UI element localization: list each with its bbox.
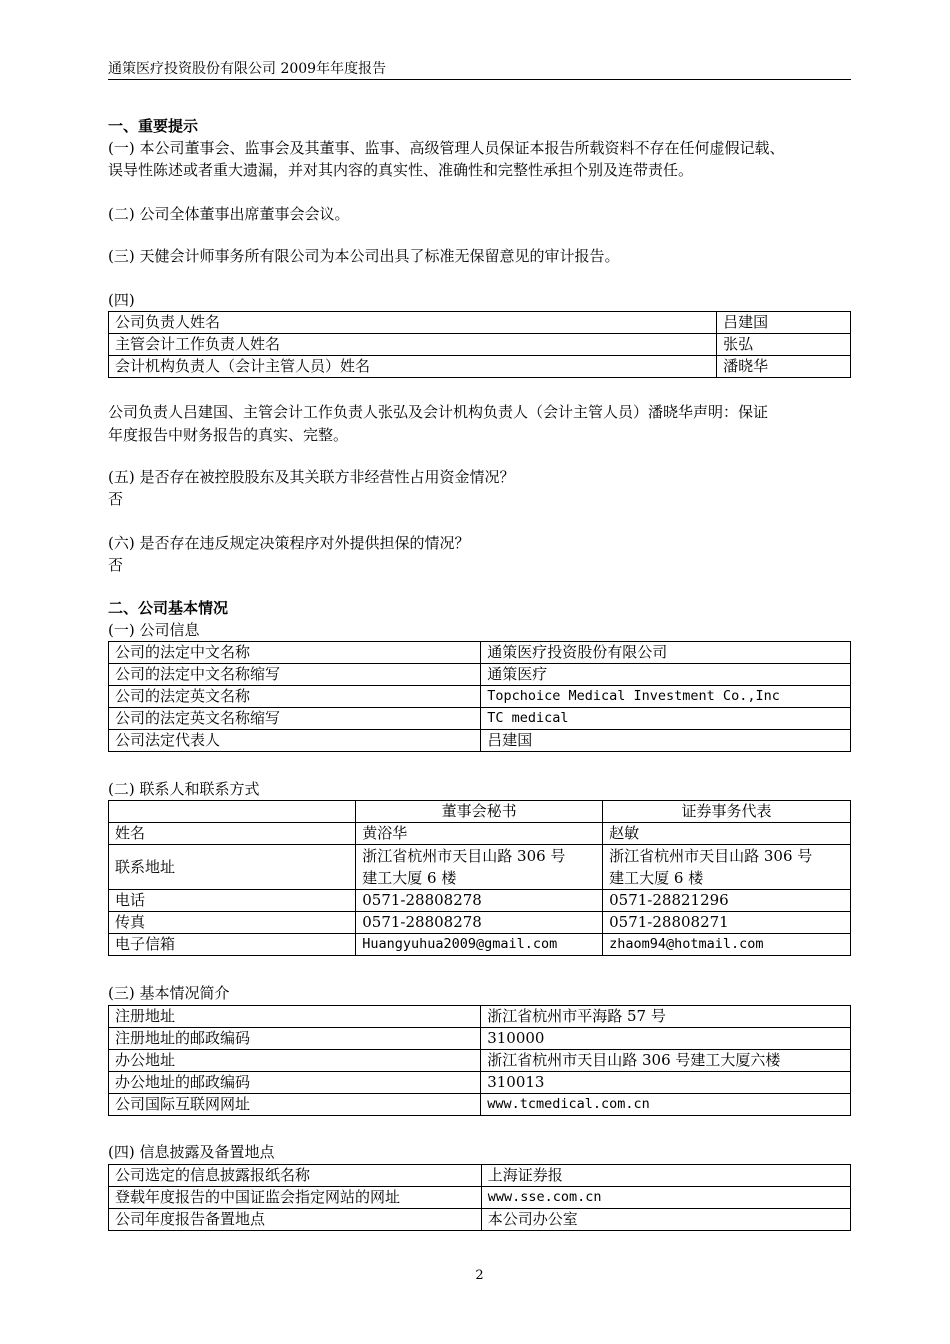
table-row	[109, 356, 851, 378]
table-row	[109, 890, 851, 912]
table-cell-value: Topchoice Medical Investment Co.,Inc	[481, 686, 851, 708]
table-row	[109, 642, 851, 664]
page-number: 2	[475, 1268, 484, 1283]
table-cell-label: 公司年度报告备置地点	[109, 1209, 482, 1231]
item1-line2: 误导性陈述或者重大遗漏，并对其内容的真实性、准确性和完整性承担个别及连带责任。	[108, 161, 694, 179]
item6-question: (六) 是否存在违反规定决策程序对外提供担保的情况？	[108, 534, 470, 552]
table-cell-value: 吕建国	[717, 312, 851, 334]
header-divider	[108, 79, 851, 80]
table-cell-label: 公司国际互联网网址	[109, 1094, 481, 1116]
company-info-table	[108, 641, 851, 752]
item2-text: (二) 公司全体董事出席董事会会议。	[108, 205, 350, 223]
table-cell-value: 0571-28821296	[603, 890, 851, 912]
table-cell-label: 电子信箱	[109, 934, 356, 956]
table-cell-value: 潘晓华	[717, 356, 851, 378]
disclosure-table	[108, 1164, 851, 1231]
table-cell-label: 公司选定的信息披露报纸名称	[109, 1165, 482, 1187]
table-row	[109, 1072, 851, 1094]
table-cell-label: 公司负责人姓名	[109, 312, 717, 334]
table-cell-value: 通策医疗	[481, 664, 851, 686]
statement-line2: 年度报告中财务报告的真实、完整。	[108, 426, 349, 444]
address-line: 建工大厦 6 楼	[609, 869, 704, 887]
table-cell-value: 0571-28808271	[603, 912, 851, 934]
item5-question: (五) 是否存在被控股股东及其关联方非经营性占用资金情况？	[108, 468, 515, 486]
table-cell-label: 会计机构负责人（会计主管人员）姓名	[109, 356, 717, 378]
contact-subheading: (二) 联系人和联系方式	[108, 780, 260, 798]
table-cell-empty	[109, 801, 356, 823]
page-header: 通策医疗投资股份有限公司 2009年年度报告	[108, 61, 387, 77]
basic-info-subheading: (三) 基本情况简介	[108, 984, 230, 1002]
table-row	[109, 801, 851, 823]
table-row	[109, 823, 851, 845]
company-info-subheading: (一) 公司信息	[108, 621, 200, 639]
item5-answer: 否	[108, 490, 124, 508]
table-cell-label: 传真	[109, 912, 356, 934]
table-cell-value: 张弘	[717, 334, 851, 356]
email-link[interactable]: zhaom94@hotmail.com	[603, 934, 851, 956]
item3-text: (三) 天健会计师事务所有限公司为本公司出具了标准无保留意见的审计报告。	[108, 247, 620, 265]
table-row	[109, 334, 851, 356]
table-row	[109, 1094, 851, 1116]
table-cell-value: 浙江省杭州市平海路 57 号	[481, 1006, 851, 1028]
table-cell-label: 主管会计工作负责人姓名	[109, 334, 717, 356]
contact-table	[108, 800, 851, 956]
basic-info-table	[108, 1005, 851, 1116]
table-row	[109, 1187, 851, 1209]
statement-line1: 公司负责人吕建国、主管会计工作负责人张弘及会计机构负责人（会计主管人员）潘晓华声明：保证	[108, 403, 769, 421]
website-link[interactable]: www.sse.com.cn	[481, 1187, 850, 1209]
section2-heading: 二、公司基本情况	[108, 599, 229, 617]
table-row	[109, 934, 851, 956]
table-cell-label: 联系地址	[109, 845, 356, 890]
table-row	[109, 708, 851, 730]
table-cell-label: 办公地址	[109, 1050, 481, 1072]
table-cell-value: 黄浴华	[356, 823, 603, 845]
table-cell-value: 本公司办公室	[481, 1209, 850, 1231]
table-row	[109, 1050, 851, 1072]
table-cell-label: 注册地址	[109, 1006, 481, 1028]
section1-heading: 一、重要提示	[108, 117, 199, 135]
address-line: 建工大厦 6 楼	[362, 869, 457, 887]
table-cell-value: 上海证券报	[481, 1165, 850, 1187]
email-link[interactable]: Huangyuhua2009@gmail.com	[356, 934, 603, 956]
table-row	[109, 686, 851, 708]
table-cell-value: 310000	[481, 1028, 851, 1050]
item4-label: (四)	[108, 291, 135, 309]
table-row	[109, 1209, 851, 1231]
table-cell-label: 公司的法定中文名称	[109, 642, 481, 664]
table-row	[109, 730, 851, 752]
table-cell-value: 赵敏	[603, 823, 851, 845]
table-cell-label: 办公地址的邮政编码	[109, 1072, 481, 1094]
table-cell-value	[603, 845, 851, 890]
table-cell-value: 0571-28808278	[356, 890, 603, 912]
item1-line1: (一) 本公司董事会、监事会及其董事、监事、高级管理人员保证本报告所载资料不存在任何虚假记载、	[108, 139, 785, 157]
table-row	[109, 664, 851, 686]
table-cell-label: 注册地址的邮政编码	[109, 1028, 481, 1050]
address-line: 浙江省杭州市天目山路 306 号	[609, 847, 813, 865]
table-cell-label: 姓名	[109, 823, 356, 845]
table-row	[109, 1006, 851, 1028]
table-cell-value: TC medical	[481, 708, 851, 730]
table-cell-value: 0571-28808278	[356, 912, 603, 934]
table-cell-label: 公司的法定英文名称缩写	[109, 708, 481, 730]
table-row	[109, 1165, 851, 1187]
website-link[interactable]: www.tcmedical.com.cn	[481, 1094, 851, 1116]
table-row	[109, 912, 851, 934]
table-cell-label: 公司的法定英文名称	[109, 686, 481, 708]
disclosure-subheading: (四) 信息披露及备置地点	[108, 1143, 275, 1161]
table-cell-label: 电话	[109, 890, 356, 912]
table-cell-value: 浙江省杭州市天目山路 306 号建工大厦六楼	[481, 1050, 851, 1072]
table-header-secretary: 董事会秘书	[356, 801, 603, 823]
table-cell-value: 310013	[481, 1072, 851, 1094]
table-row	[109, 312, 851, 334]
table-cell-value: 吕建国	[481, 730, 851, 752]
table-cell-value: 通策医疗投资股份有限公司	[481, 642, 851, 664]
responsible-persons-table	[108, 311, 851, 378]
table-row	[109, 1028, 851, 1050]
table-cell-label: 公司的法定中文名称缩写	[109, 664, 481, 686]
item6-answer: 否	[108, 556, 124, 574]
table-cell-label: 登载年度报告的中国证监会指定网站的网址	[109, 1187, 482, 1209]
table-row	[109, 845, 851, 890]
table-header-representative: 证券事务代表	[603, 801, 851, 823]
address-line: 浙江省杭州市天目山路 306 号	[362, 847, 566, 865]
table-cell-label: 公司法定代表人	[109, 730, 481, 752]
table-cell-value	[356, 845, 603, 890]
